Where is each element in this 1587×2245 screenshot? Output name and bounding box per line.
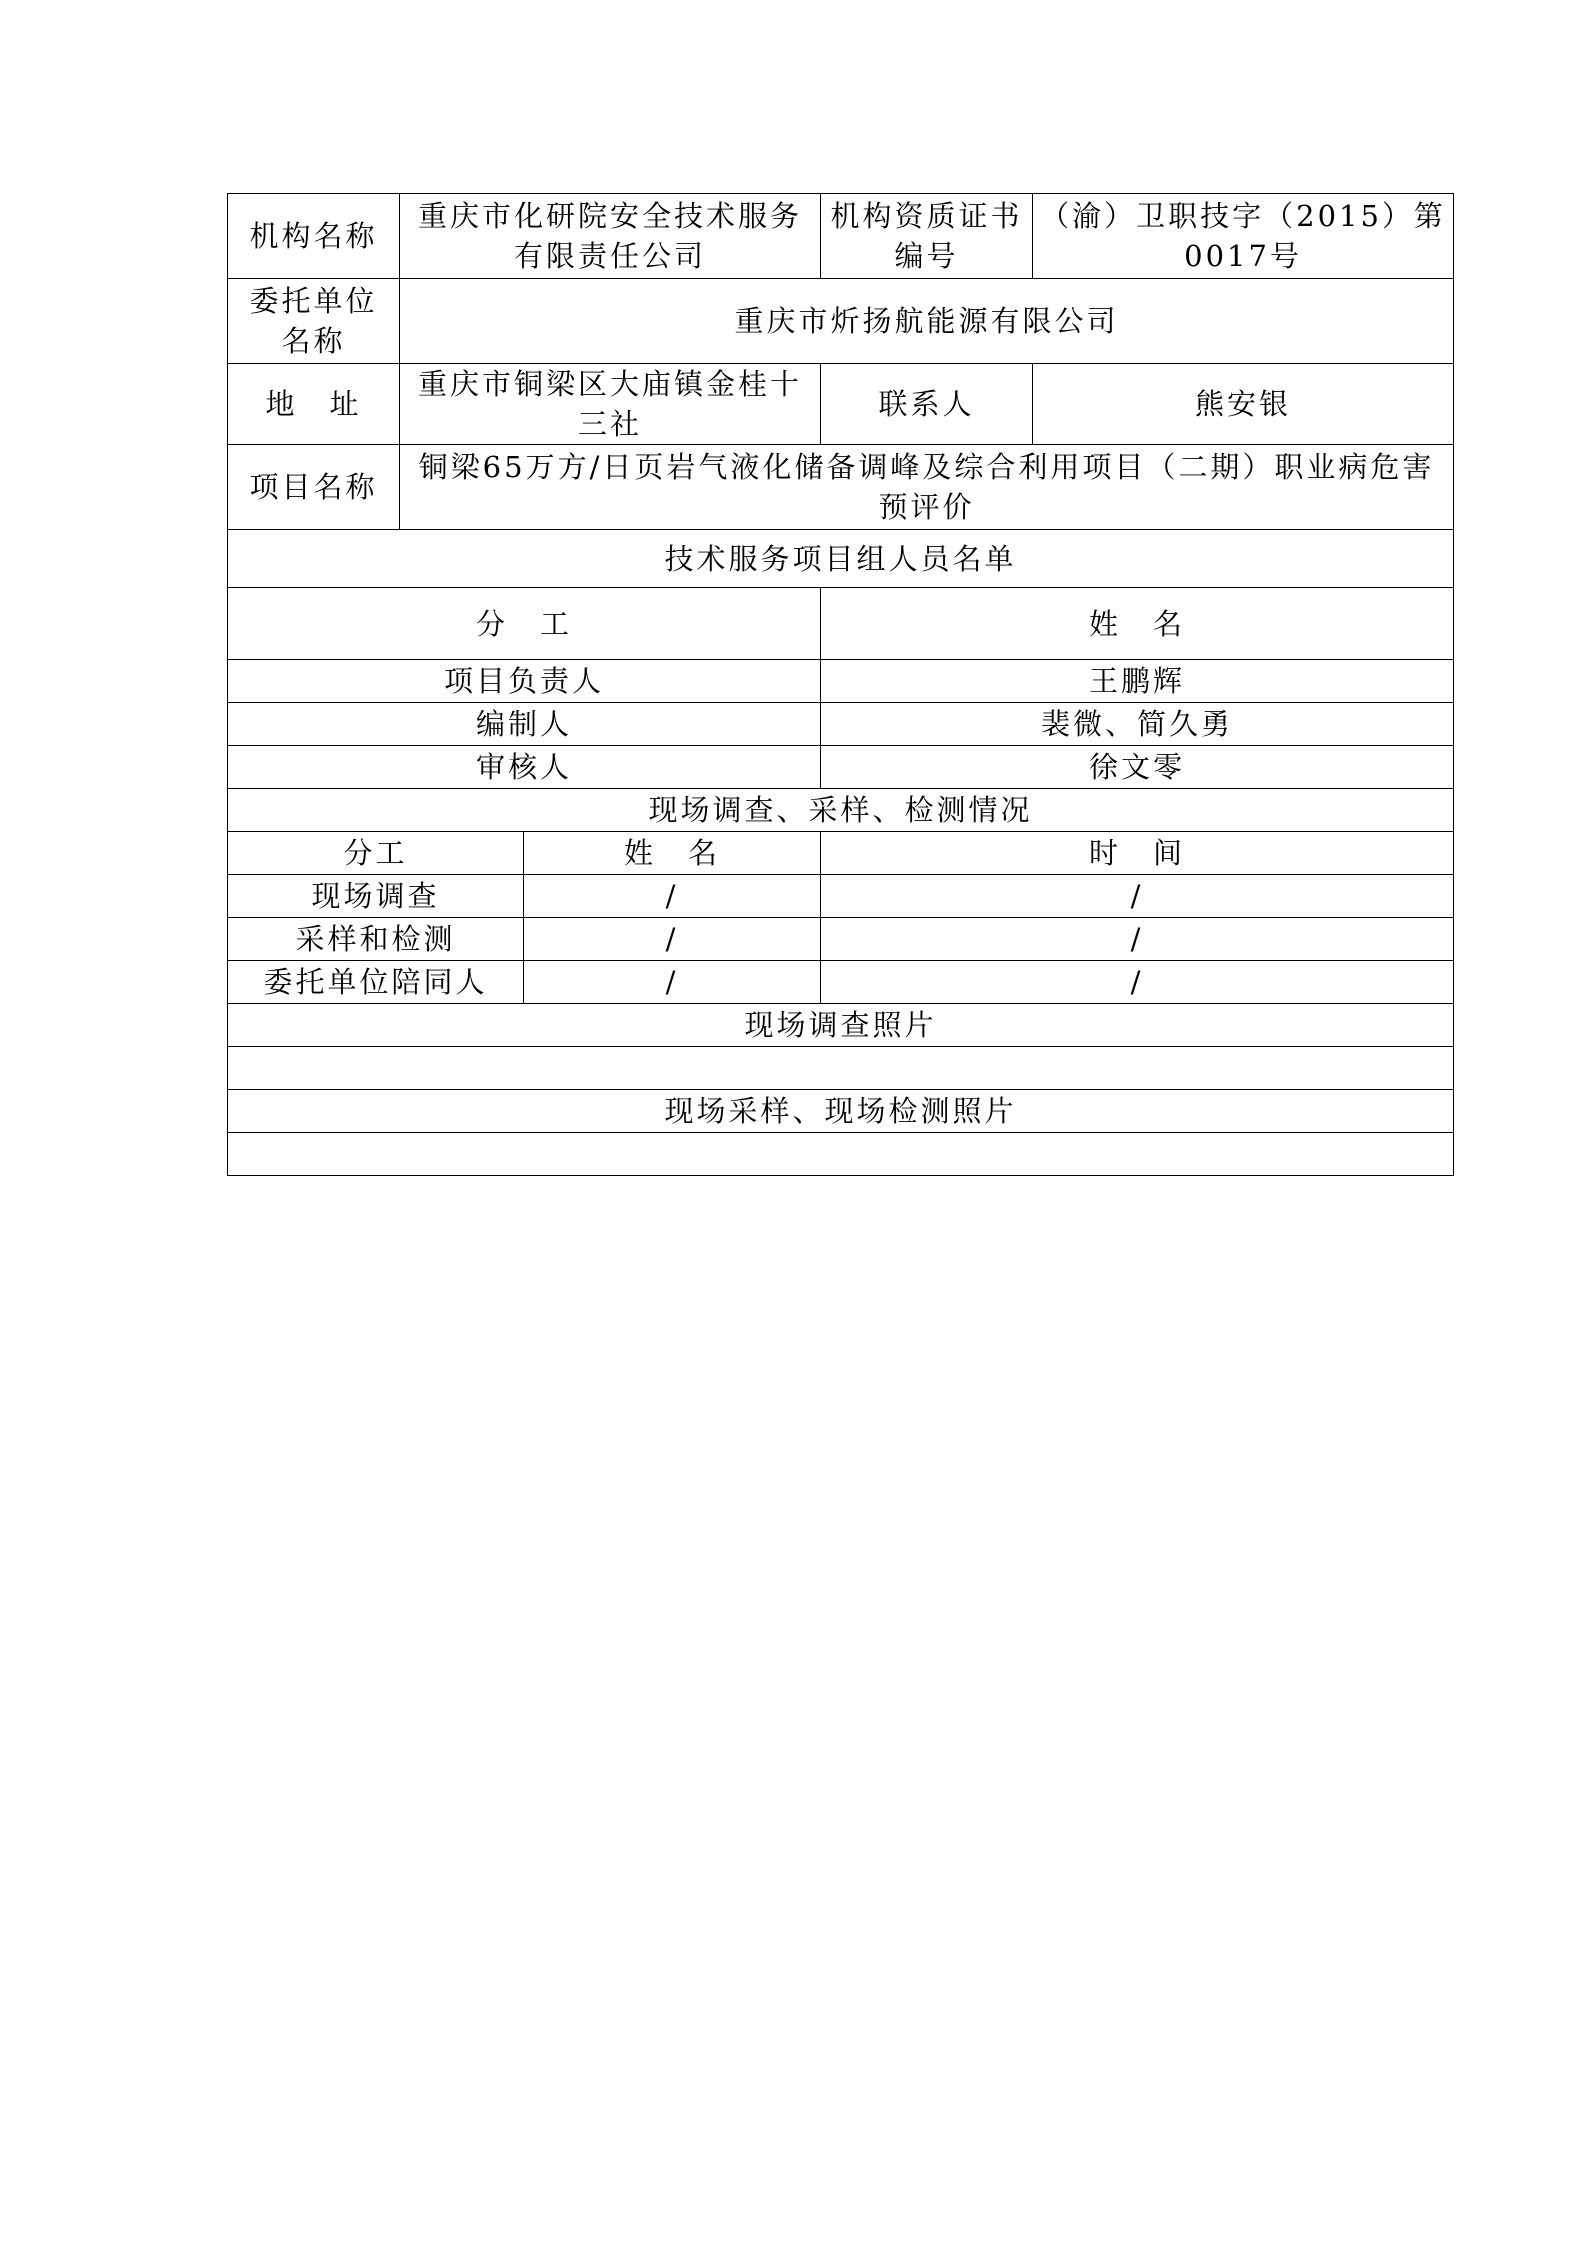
survey-photo-cell xyxy=(228,1047,1454,1090)
team-row xyxy=(228,746,1454,789)
team-role: 编制人 xyxy=(228,703,821,746)
survey-role: 现场调查 xyxy=(228,875,524,918)
survey-photo-area xyxy=(228,1047,1454,1090)
team-col-name: 姓 名 xyxy=(821,588,1454,660)
address-row xyxy=(228,364,1454,445)
survey-header-row xyxy=(228,832,1454,875)
project-value: 铜梁65万方/日页岩气液化储备调峰及综合利用项目（二期）职业病危害预评价 xyxy=(400,445,1454,530)
client-row xyxy=(228,279,1454,364)
survey-name: / xyxy=(524,918,821,961)
team-header-row xyxy=(228,588,1454,660)
survey-row xyxy=(228,961,1454,1004)
survey-row xyxy=(228,875,1454,918)
survey-row xyxy=(228,918,1454,961)
team-title-row xyxy=(228,530,1454,588)
client-label: 委托单位名称 xyxy=(228,279,400,364)
sampling-photo-title: 现场采样、现场检测照片 xyxy=(228,1090,1454,1133)
team-row xyxy=(228,660,1454,703)
survey-title: 现场调查、采样、检测情况 xyxy=(228,789,1454,832)
survey-role: 采样和检测 xyxy=(228,918,524,961)
client-value: 重庆市炘扬航能源有限公司 xyxy=(400,279,1454,364)
survey-role: 委托单位陪同人 xyxy=(228,961,524,1004)
survey-photo-title-row xyxy=(228,1004,1454,1047)
project-label: 项目名称 xyxy=(228,445,400,530)
contact-label: 联系人 xyxy=(821,364,1033,445)
address-label: 地 址 xyxy=(228,364,400,445)
survey-name: / xyxy=(524,961,821,1004)
survey-title-row xyxy=(228,789,1454,832)
team-name: 裴微、简久勇 xyxy=(821,703,1454,746)
team-name: 徐文零 xyxy=(821,746,1454,789)
org-row xyxy=(228,194,1454,279)
sampling-photo-cell xyxy=(228,1133,1454,1176)
cert-no-value: （渝）卫职技字（2015）第0017号 xyxy=(1033,194,1454,279)
team-title: 技术服务项目组人员名单 xyxy=(228,530,1454,588)
survey-photo-title: 现场调查照片 xyxy=(228,1004,1454,1047)
sampling-photo-area xyxy=(228,1133,1454,1176)
team-role: 审核人 xyxy=(228,746,821,789)
survey-col-time: 时 间 xyxy=(821,832,1454,875)
team-name: 王鹏辉 xyxy=(821,660,1454,703)
team-col-role: 分 工 xyxy=(228,588,821,660)
team-role: 项目负责人 xyxy=(228,660,821,703)
org-name-label: 机构名称 xyxy=(228,194,400,279)
address-value: 重庆市铜梁区大庙镇金桂十三社 xyxy=(400,364,821,445)
survey-col-role: 分工 xyxy=(228,832,524,875)
personnel-form-table xyxy=(227,193,1454,1176)
contact-value: 熊安银 xyxy=(1033,364,1454,445)
survey-name: / xyxy=(524,875,821,918)
survey-time: / xyxy=(821,875,1454,918)
org-name-value: 重庆市化研院安全技术服务有限责任公司 xyxy=(400,194,821,279)
team-row xyxy=(228,703,1454,746)
cert-no-label: 机构资质证书编号 xyxy=(821,194,1033,279)
project-row xyxy=(228,445,1454,530)
sampling-photo-title-row xyxy=(228,1090,1454,1133)
survey-time: / xyxy=(821,918,1454,961)
survey-time: / xyxy=(821,961,1454,1004)
survey-col-name: 姓 名 xyxy=(524,832,821,875)
